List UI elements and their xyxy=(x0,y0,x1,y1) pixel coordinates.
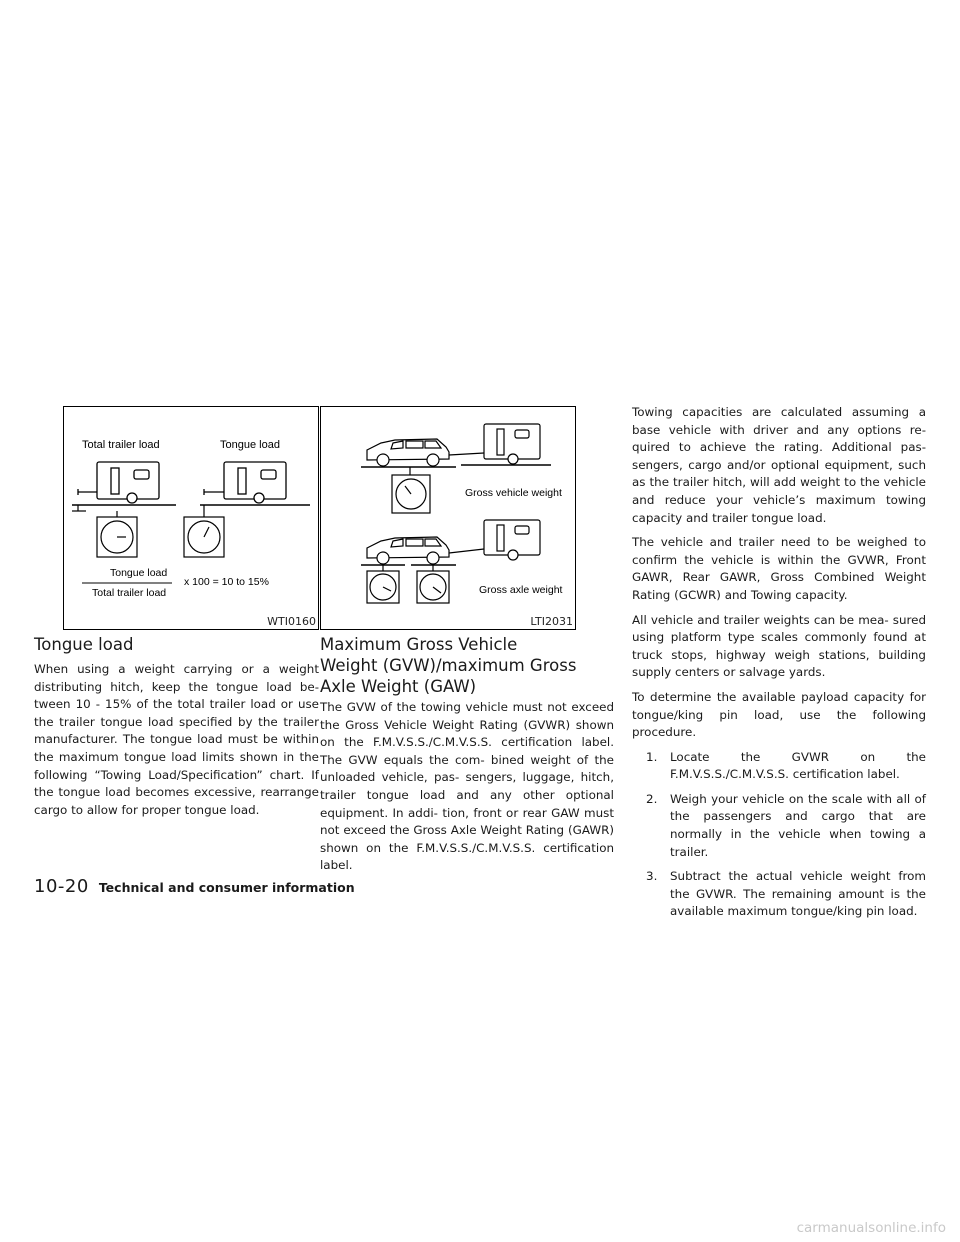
tongue-load-heading: Tongue load xyxy=(34,635,134,654)
tongue-load-illustration xyxy=(64,407,318,629)
procedure-steps xyxy=(632,749,926,921)
paragraph-1: Towing capacities are calculated assuming a base vehicle with driver and any options re- quired to achieve the rating. Additional pas- sengers, cargo and/or optional equipment, such as the trailer hitch, will add weight to the vehicle and reduce your vehicle’s maximum towing capacity and trailer tongue load. xyxy=(632,405,926,525)
scale-gvw-icon xyxy=(392,467,430,513)
step-number: 3. xyxy=(646,869,658,884)
gvw-label: Gross vehicle weight xyxy=(465,487,562,499)
step-number: 1. xyxy=(646,749,658,764)
gross-weight-illustration xyxy=(321,407,575,629)
towing-capacity-body xyxy=(632,404,926,928)
tongue-load-paragraph: When using a weight carrying or a weight distributing hitch, keep the tongue load be- tween 10 - 15% of the total trailer load or use the trailer tongue load specified by the trailer manufacturer. The tongue load must be within the maximum tongue load limits shown in the following “Towing Load/Specification” chart. If the tongue load becomes excessive, rearrange cargo to allow for proper tongue load. xyxy=(34,662,319,817)
list-item xyxy=(632,868,926,921)
scale-gaw-front-icon xyxy=(367,565,399,603)
tongue-load-body xyxy=(34,661,319,826)
trailer-bottom-icon xyxy=(449,520,540,560)
tongue-load-figure xyxy=(63,406,319,630)
gross-weight-figure xyxy=(320,406,576,630)
vehicle-bottom-icon xyxy=(367,537,449,564)
total-trailer-load-label: Total trailer load xyxy=(82,439,160,451)
scale-left-icon xyxy=(72,505,137,557)
step-number: 2. xyxy=(646,791,658,806)
paragraph-3: All vehicle and trailer weights can be mea- sured using platform type scales commonly found at truck stops, highway weigh stations, building supply centers or salvage yards. xyxy=(632,612,926,680)
paragraph-2: The vehicle and trailer need to be weighed to confirm the vehicle is within the GVWR, Front GAWR, Rear GAWR, Gross Combined Weight Rating (GCWR) and Towing capacity. xyxy=(632,535,926,602)
gaw-label: Gross axle weight xyxy=(479,584,563,596)
page-footer xyxy=(34,876,355,897)
vehicle-top-icon xyxy=(367,439,449,466)
trailer-right-icon xyxy=(204,462,286,503)
scale-gaw-rear-icon xyxy=(417,565,449,603)
fraction-numerator: Tongue load xyxy=(110,567,168,579)
scale-right-icon xyxy=(184,505,224,557)
watermark[interactable]: carmanualsonline.info xyxy=(796,1220,946,1236)
page-number: 10-20 xyxy=(34,876,89,897)
tongue-load-formula: x 100 = 10 to 15% xyxy=(184,576,269,588)
figure-code: WTI0160 xyxy=(267,615,316,628)
paragraph-4: To determine the available payload capacity for tongue/king pin load, use the following procedure. xyxy=(632,689,926,740)
section-title: Technical and consumer information xyxy=(98,880,355,895)
gvw-gaw-body xyxy=(320,699,614,882)
step-text: Locate the GVWR on the F.M.V.S.S./C.M.V.S.S. certification label. xyxy=(670,749,926,782)
trailer-top-icon xyxy=(449,424,540,464)
list-item xyxy=(632,749,926,784)
gvw-gaw-heading: Maximum Gross Vehicle Weight (GVW)/maximum Gross Axle Weight (GAW) xyxy=(320,635,577,696)
tongue-load-label: Tongue load xyxy=(220,439,280,451)
step-text: Weigh your vehicle on the scale with all of the passengers and cargo that are normally in the vehicle when towing a trailer. xyxy=(670,791,926,859)
step-text: Subtract the actual vehicle weight from the GVWR. The remaining amount is the available maximum tongue/king pin load. xyxy=(670,869,926,919)
fraction-denominator: Total trailer load xyxy=(92,587,167,599)
gvw-gaw-paragraph: The GVW of the towing vehicle must not exceed the Gross Vehicle Weight Rating (GVWR) shown on the F.M.V.S.S./C.M.V.S.S. certification label. The GVW equals the com- bined weight of the unloaded vehicle, pas- sengers, luggage, hitch, trailer tongue load and any other optional equipment. In addi- tion, front or rear GAW must not exceed the Gross Axle Weight Rating (GAWR) shown on the F.M.V.S.S./C.M.V.S.S. certification label. xyxy=(320,700,614,873)
list-item xyxy=(632,791,926,861)
figure-code: LTI2031 xyxy=(530,615,573,628)
trailer-left-icon xyxy=(78,462,159,503)
